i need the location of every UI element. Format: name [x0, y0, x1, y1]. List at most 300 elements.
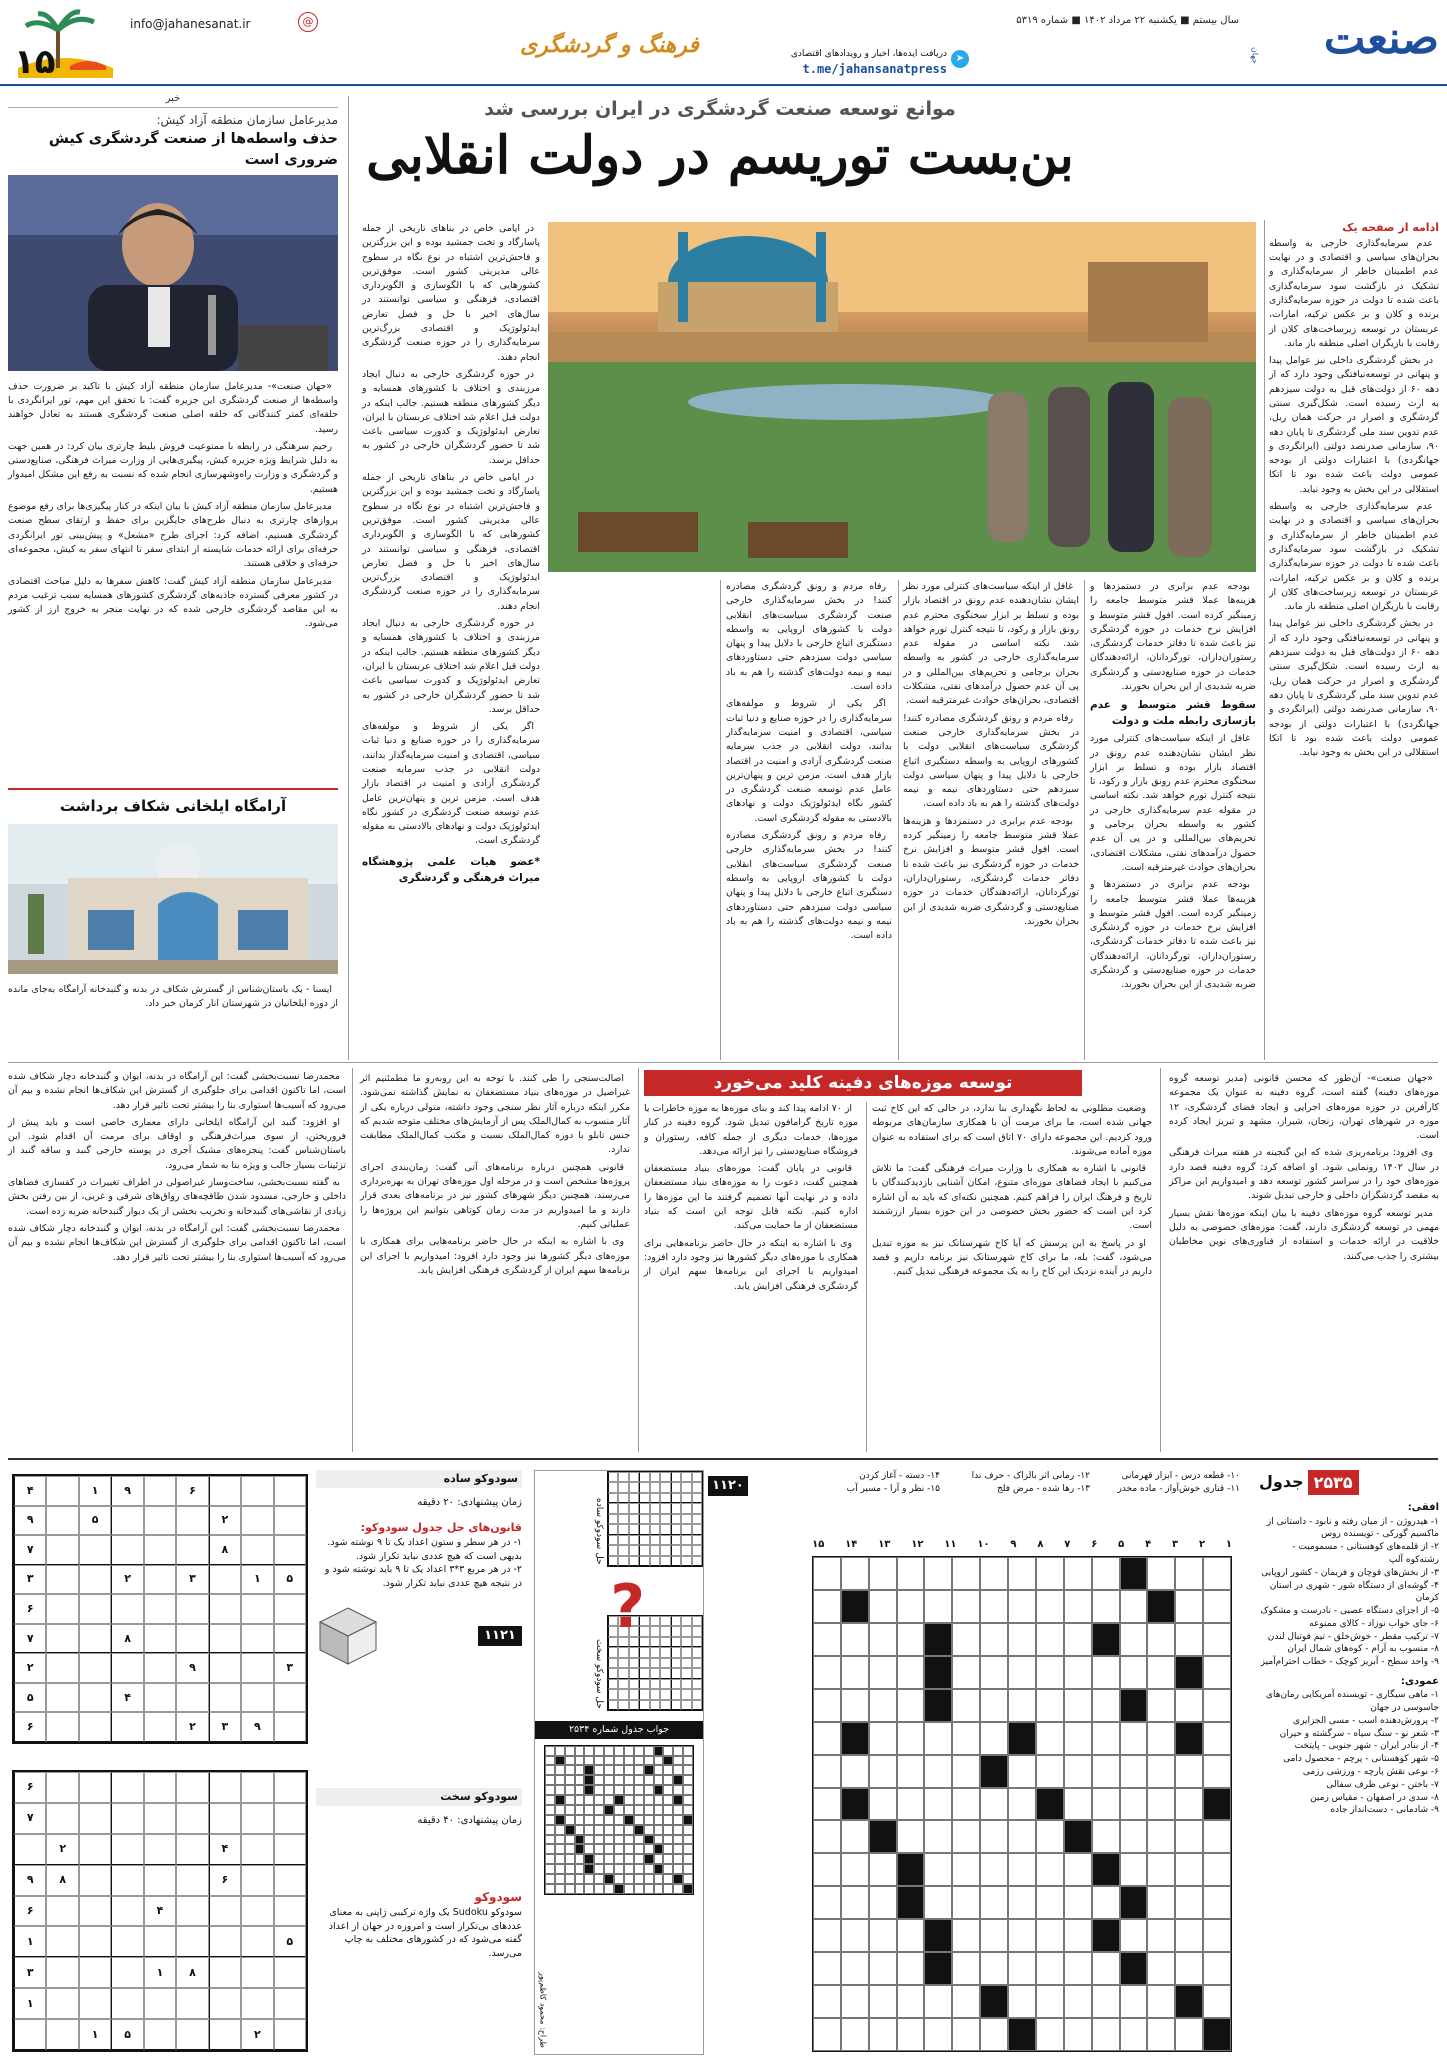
crossword-cell[interactable] — [1008, 1886, 1036, 1919]
sudoku-cell[interactable] — [274, 1624, 306, 1654]
sudoku-hard-grid[interactable] — [12, 1770, 308, 2052]
sudoku-cell[interactable] — [241, 1476, 273, 1506]
crossword-cell[interactable] — [1147, 1788, 1175, 1821]
sudoku-cell[interactable] — [14, 1834, 46, 1865]
crossword-cell[interactable] — [813, 1755, 841, 1788]
crossword-cell[interactable] — [897, 1985, 925, 2018]
crossword-cell[interactable] — [897, 1656, 925, 1689]
crossword-cell[interactable] — [952, 1557, 980, 1590]
crossword-cell[interactable] — [813, 1886, 841, 1919]
sudoku-cell[interactable] — [209, 1772, 241, 1803]
crossword-cell[interactable] — [1092, 1557, 1120, 1590]
crossword-cell[interactable] — [1147, 1623, 1175, 1656]
crossword-cell[interactable] — [952, 1656, 980, 1689]
sudoku-cell[interactable] — [241, 1803, 273, 1834]
sudoku-cell[interactable] — [46, 1476, 78, 1506]
crossword-cell[interactable] — [1147, 1557, 1175, 1590]
crossword-cell[interactable] — [1175, 1853, 1203, 1886]
sudoku-cell[interactable] — [144, 2019, 176, 2050]
crossword-cell[interactable] — [869, 1590, 897, 1623]
sudoku-cell[interactable] — [209, 2019, 241, 2050]
sudoku-cell[interactable] — [209, 1896, 241, 1927]
crossword-cell[interactable] — [952, 1623, 980, 1656]
sudoku-cell[interactable] — [274, 1896, 306, 1927]
crossword-cell[interactable] — [813, 1722, 841, 1755]
crossword-cell[interactable] — [924, 1755, 952, 1788]
sudoku-cell[interactable]: ۹ — [14, 1506, 46, 1536]
crossword-cell[interactable] — [1203, 1689, 1231, 1722]
sudoku-cell[interactable]: ۵ — [79, 1506, 111, 1536]
crossword-cell[interactable] — [1147, 1820, 1175, 1853]
crossword-cell[interactable] — [1092, 2018, 1120, 2051]
sudoku-cell[interactable] — [209, 1476, 241, 1506]
sudoku-cell[interactable] — [209, 1565, 241, 1595]
sudoku-cell[interactable] — [79, 1565, 111, 1595]
sudoku-easy-grid[interactable] — [12, 1474, 308, 1744]
crossword-cell[interactable] — [841, 1886, 869, 1919]
sudoku-cell[interactable] — [274, 1476, 306, 1506]
crossword-cell[interactable] — [897, 1788, 925, 1821]
sudoku-cell[interactable]: ۲ — [14, 1653, 46, 1683]
crossword-cell[interactable] — [1036, 1985, 1064, 2018]
sudoku-cell[interactable] — [241, 1988, 273, 2019]
crossword-cell[interactable] — [897, 1722, 925, 1755]
sudoku-cell[interactable]: ۹ — [176, 1653, 208, 1683]
crossword-cell[interactable] — [952, 1919, 980, 1952]
crossword-cell[interactable] — [869, 1722, 897, 1755]
sudoku-cell[interactable] — [241, 1506, 273, 1536]
crossword-cell[interactable] — [980, 1590, 1008, 1623]
crossword-cell[interactable] — [1092, 1788, 1120, 1821]
crossword-cell[interactable] — [897, 1590, 925, 1623]
crossword-cell[interactable] — [924, 2018, 952, 2051]
crossword-cell[interactable] — [1147, 1952, 1175, 1985]
crossword-cell[interactable] — [897, 1820, 925, 1853]
crossword-cell[interactable] — [1147, 2018, 1175, 2051]
sudoku-cell[interactable] — [144, 1834, 176, 1865]
crossword-cell[interactable] — [813, 1656, 841, 1689]
crossword-cell[interactable] — [1203, 1722, 1231, 1755]
crossword-cell[interactable] — [841, 1557, 869, 1590]
crossword-cell[interactable] — [1036, 1623, 1064, 1656]
sudoku-cell[interactable] — [176, 1803, 208, 1834]
crossword-cell[interactable] — [980, 1853, 1008, 1886]
sudoku-cell[interactable] — [111, 1653, 143, 1683]
telegram-block[interactable] — [767, 48, 965, 78]
crossword-cell[interactable] — [1203, 1623, 1231, 1656]
crossword-cell[interactable] — [897, 1623, 925, 1656]
crossword-cell[interactable] — [841, 1623, 869, 1656]
sudoku-cell[interactable] — [241, 1896, 273, 1927]
crossword-cell[interactable] — [1036, 1853, 1064, 1886]
sudoku-cell[interactable] — [46, 1896, 78, 1927]
sudoku-cell[interactable] — [46, 1624, 78, 1654]
crossword-cell[interactable] — [952, 1689, 980, 1722]
sudoku-cell[interactable] — [274, 1803, 306, 1834]
sudoku-cell[interactable] — [79, 1683, 111, 1713]
sudoku-cell[interactable] — [241, 1957, 273, 1988]
crossword-cell[interactable] — [1092, 1985, 1120, 2018]
crossword-cell[interactable] — [1036, 1689, 1064, 1722]
crossword-cell[interactable] — [952, 1722, 980, 1755]
sudoku-cell[interactable] — [274, 1772, 306, 1803]
sudoku-cell[interactable] — [144, 1865, 176, 1896]
crossword-cell[interactable] — [1036, 1557, 1064, 1590]
sudoku-cell[interactable] — [46, 1535, 78, 1565]
crossword-cell[interactable] — [1036, 1820, 1064, 1853]
crossword-cell[interactable] — [1008, 1853, 1036, 1886]
sudoku-cell[interactable] — [144, 1926, 176, 1957]
crossword-cell[interactable] — [1064, 1952, 1092, 1985]
crossword-cell[interactable] — [897, 1952, 925, 1985]
sudoku-cell[interactable]: ۶ — [209, 1865, 241, 1896]
crossword-cell[interactable] — [1120, 1590, 1148, 1623]
crossword-cell[interactable] — [980, 1722, 1008, 1755]
crossword-cell[interactable] — [980, 1886, 1008, 1919]
crossword-cell[interactable] — [952, 1853, 980, 1886]
crossword-cell[interactable] — [1175, 1623, 1203, 1656]
crossword-cell[interactable] — [980, 2018, 1008, 2051]
sudoku-cell[interactable]: ۷ — [14, 1535, 46, 1565]
sudoku-cell[interactable] — [111, 1957, 143, 1988]
crossword-cell[interactable] — [952, 1820, 980, 1853]
sudoku-cell[interactable] — [274, 1865, 306, 1896]
crossword-cell[interactable] — [1203, 1853, 1231, 1886]
crossword-cell[interactable] — [1064, 1689, 1092, 1722]
sudoku-cell[interactable] — [46, 1653, 78, 1683]
sudoku-cell[interactable] — [111, 1988, 143, 2019]
crossword-cell[interactable] — [1064, 1919, 1092, 1952]
sudoku-cell[interactable] — [241, 1834, 273, 1865]
crossword-cell[interactable] — [1120, 1722, 1148, 1755]
sudoku-cell[interactable]: ۱ — [79, 2019, 111, 2050]
sudoku-cell[interactable] — [144, 1594, 176, 1624]
crossword-cell[interactable] — [1008, 1656, 1036, 1689]
sudoku-cell[interactable]: ۱ — [144, 1957, 176, 1988]
sudoku-cell[interactable] — [209, 1594, 241, 1624]
sudoku-cell[interactable] — [274, 1834, 306, 1865]
sudoku-cell[interactable]: ۶ — [14, 1896, 46, 1927]
crossword-cell[interactable] — [1120, 1919, 1148, 1952]
sudoku-cell[interactable] — [46, 1803, 78, 1834]
sudoku-cell[interactable] — [144, 1565, 176, 1595]
crossword-cell[interactable] — [1120, 1985, 1148, 2018]
sudoku-cell[interactable] — [176, 2019, 208, 2050]
sudoku-cell[interactable]: ۱ — [14, 1988, 46, 2019]
sudoku-cell[interactable] — [111, 1865, 143, 1896]
crossword-cell[interactable] — [1175, 1788, 1203, 1821]
crossword-cell[interactable] — [980, 1689, 1008, 1722]
sudoku-cell[interactable] — [79, 1803, 111, 1834]
crossword-cell[interactable] — [897, 1919, 925, 1952]
sudoku-cell[interactable] — [46, 1926, 78, 1957]
sudoku-cell[interactable] — [144, 1653, 176, 1683]
sudoku-cell[interactable] — [79, 1834, 111, 1865]
sudoku-cell[interactable] — [274, 1957, 306, 1988]
sudoku-cell[interactable] — [176, 1865, 208, 1896]
crossword-cell[interactable] — [1120, 1788, 1148, 1821]
sudoku-cell[interactable]: ۳ — [14, 1957, 46, 1988]
crossword-cell[interactable] — [1147, 1985, 1175, 2018]
crossword-cell[interactable] — [952, 1788, 980, 1821]
sudoku-cell[interactable] — [209, 1926, 241, 1957]
sudoku-cell[interactable]: ۲ — [111, 1565, 143, 1595]
crossword-cell[interactable] — [813, 1820, 841, 1853]
sudoku-cell[interactable] — [176, 1834, 208, 1865]
crossword-grid[interactable] — [812, 1556, 1232, 2052]
crossword-cell[interactable] — [897, 1557, 925, 1590]
crossword-cell[interactable] — [924, 1788, 952, 1821]
sudoku-cell[interactable]: ۱ — [241, 1565, 273, 1595]
crossword-cell[interactable] — [1092, 1886, 1120, 1919]
crossword-cell[interactable] — [869, 1656, 897, 1689]
sudoku-cell[interactable] — [274, 1988, 306, 2019]
crossword-cell[interactable] — [1008, 1985, 1036, 2018]
sudoku-cell[interactable] — [111, 1594, 143, 1624]
sudoku-cell[interactable]: ۳ — [274, 1653, 306, 1683]
sudoku-cell[interactable] — [209, 1653, 241, 1683]
crossword-cell[interactable] — [1008, 1788, 1036, 1821]
sudoku-cell[interactable] — [111, 1506, 143, 1536]
sudoku-cell[interactable]: ۳ — [176, 1565, 208, 1595]
sudoku-cell[interactable]: ۸ — [111, 1624, 143, 1654]
crossword-cell[interactable] — [813, 1590, 841, 1623]
sudoku-cell[interactable] — [79, 1712, 111, 1742]
crossword-cell[interactable] — [813, 2018, 841, 2051]
crossword-cell[interactable] — [841, 1919, 869, 1952]
crossword-cell[interactable] — [1147, 1853, 1175, 1886]
sudoku-cell[interactable] — [241, 1865, 273, 1896]
crossword-cell[interactable] — [1120, 1820, 1148, 1853]
sudoku-cell[interactable] — [274, 2019, 306, 2050]
sudoku-cell[interactable] — [274, 1535, 306, 1565]
crossword-cell[interactable] — [1036, 1886, 1064, 1919]
crossword-cell[interactable] — [1064, 1755, 1092, 1788]
crossword-cell[interactable] — [841, 1689, 869, 1722]
sudoku-cell[interactable] — [274, 1712, 306, 1742]
sudoku-cell[interactable] — [46, 1594, 78, 1624]
sudoku-cell[interactable]: ۲ — [46, 1834, 78, 1865]
crossword-cell[interactable] — [869, 1755, 897, 1788]
crossword-cell[interactable] — [1175, 1952, 1203, 1985]
sudoku-cell[interactable] — [209, 1803, 241, 1834]
crossword-cell[interactable] — [1175, 1557, 1203, 1590]
crossword-cell[interactable] — [1064, 1623, 1092, 1656]
crossword-cell[interactable] — [980, 1788, 1008, 1821]
sudoku-cell[interactable]: ۸ — [176, 1957, 208, 1988]
crossword-cell[interactable] — [813, 1985, 841, 2018]
sudoku-cell[interactable] — [209, 1624, 241, 1654]
sudoku-cell[interactable]: ۵ — [111, 2019, 143, 2050]
crossword-cell[interactable] — [980, 1557, 1008, 1590]
sudoku-cell[interactable]: ۴ — [209, 1834, 241, 1865]
sudoku-cell[interactable] — [111, 1926, 143, 1957]
crossword-cell[interactable] — [813, 1623, 841, 1656]
sudoku-cell[interactable]: ۴ — [144, 1896, 176, 1927]
sudoku-cell[interactable] — [144, 1476, 176, 1506]
sudoku-cell[interactable] — [14, 2019, 46, 2050]
sudoku-cell[interactable]: ۴ — [14, 1476, 46, 1506]
crossword-cell[interactable] — [1147, 1755, 1175, 1788]
sudoku-cell[interactable] — [176, 1896, 208, 1927]
crossword-cell[interactable] — [869, 1557, 897, 1590]
crossword-cell[interactable] — [1036, 2018, 1064, 2051]
crossword-cell[interactable] — [1036, 1722, 1064, 1755]
sudoku-cell[interactable]: ۵ — [14, 1683, 46, 1713]
crossword-cell[interactable] — [1064, 2018, 1092, 2051]
sudoku-cell[interactable] — [79, 1896, 111, 1927]
crossword-cell[interactable] — [1008, 1952, 1036, 1985]
crossword-cell[interactable] — [897, 2018, 925, 2051]
sudoku-cell[interactable] — [241, 1624, 273, 1654]
sudoku-cell[interactable] — [176, 1772, 208, 1803]
crossword-cell[interactable] — [952, 1590, 980, 1623]
sudoku-cell[interactable] — [144, 1772, 176, 1803]
sudoku-cell[interactable]: ۸ — [46, 1865, 78, 1896]
crossword-cell[interactable] — [952, 1755, 980, 1788]
crossword-cell[interactable] — [1175, 1919, 1203, 1952]
sudoku-cell[interactable]: ۲ — [176, 1712, 208, 1742]
crossword-cell[interactable] — [1008, 1820, 1036, 1853]
crossword-cell[interactable] — [813, 1853, 841, 1886]
sudoku-cell[interactable] — [241, 1683, 273, 1713]
crossword-cell[interactable] — [924, 1853, 952, 1886]
sudoku-cell[interactable] — [144, 1712, 176, 1742]
sudoku-cell[interactable] — [241, 1772, 273, 1803]
sudoku-cell[interactable] — [46, 1683, 78, 1713]
sudoku-cell[interactable] — [46, 1772, 78, 1803]
crossword-cell[interactable] — [924, 1985, 952, 2018]
sudoku-cell[interactable] — [209, 1988, 241, 2019]
sudoku-cell[interactable] — [79, 1926, 111, 1957]
crossword-cell[interactable] — [952, 1952, 980, 1985]
crossword-cell[interactable] — [1008, 1689, 1036, 1722]
sudoku-cell[interactable] — [111, 1803, 143, 1834]
crossword-cell[interactable] — [1092, 1656, 1120, 1689]
crossword-cell[interactable] — [1092, 1689, 1120, 1722]
sudoku-cell[interactable] — [46, 1506, 78, 1536]
sudoku-cell[interactable] — [144, 1803, 176, 1834]
crossword-cell[interactable] — [1203, 1886, 1231, 1919]
sudoku-cell[interactable]: ۵ — [274, 1926, 306, 1957]
crossword-cell[interactable] — [1175, 1755, 1203, 1788]
crossword-cell[interactable] — [841, 1985, 869, 2018]
sudoku-cell[interactable]: ۲ — [209, 1506, 241, 1536]
crossword-cell[interactable] — [841, 2018, 869, 2051]
crossword-cell[interactable] — [1064, 1656, 1092, 1689]
crossword-cell[interactable] — [813, 1557, 841, 1590]
crossword-cell[interactable] — [869, 1952, 897, 1985]
sudoku-cell[interactable]: ۳ — [14, 1565, 46, 1595]
crossword-cell[interactable] — [1203, 1590, 1231, 1623]
sudoku-cell[interactable] — [144, 1624, 176, 1654]
crossword-cell[interactable] — [869, 1788, 897, 1821]
sudoku-cell[interactable]: ۷ — [14, 1624, 46, 1654]
sudoku-cell[interactable] — [46, 1565, 78, 1595]
crossword-cell[interactable] — [813, 1952, 841, 1985]
crossword-cell[interactable] — [813, 1788, 841, 1821]
sudoku-cell[interactable] — [176, 1683, 208, 1713]
crossword-cell[interactable] — [1008, 1557, 1036, 1590]
crossword-cell[interactable] — [841, 1755, 869, 1788]
crossword-cell[interactable] — [1036, 1919, 1064, 1952]
sudoku-cell[interactable]: ۵ — [274, 1565, 306, 1595]
crossword-cell[interactable] — [897, 1689, 925, 1722]
sudoku-cell[interactable] — [176, 1926, 208, 1957]
sudoku-cell[interactable] — [79, 1594, 111, 1624]
sudoku-cell[interactable] — [176, 1594, 208, 1624]
crossword-cell[interactable] — [869, 1689, 897, 1722]
sudoku-cell[interactable] — [79, 1772, 111, 1803]
sudoku-cell[interactable] — [274, 1594, 306, 1624]
sudoku-cell[interactable]: ۱ — [79, 1476, 111, 1506]
crossword-cell[interactable] — [869, 1886, 897, 1919]
crossword-cell[interactable] — [980, 1656, 1008, 1689]
crossword-cell[interactable] — [952, 2018, 980, 2051]
sudoku-cell[interactable] — [79, 1988, 111, 2019]
crossword-cell[interactable] — [1175, 1820, 1203, 1853]
crossword-cell[interactable] — [952, 1985, 980, 2018]
crossword-cell[interactable] — [1092, 1755, 1120, 1788]
sudoku-cell[interactable]: ۳ — [209, 1712, 241, 1742]
sudoku-cell[interactable] — [111, 1535, 143, 1565]
sudoku-cell[interactable] — [241, 1926, 273, 1957]
crossword-cell[interactable] — [924, 1886, 952, 1919]
sudoku-cell[interactable] — [274, 1683, 306, 1713]
crossword-cell[interactable] — [1120, 2018, 1148, 2051]
sudoku-cell[interactable] — [241, 1594, 273, 1624]
crossword-cell[interactable] — [1008, 1623, 1036, 1656]
crossword-cell[interactable] — [980, 1623, 1008, 1656]
crossword-cell[interactable] — [1203, 1755, 1231, 1788]
crossword-cell[interactable] — [924, 1722, 952, 1755]
crossword-cell[interactable] — [1092, 1952, 1120, 1985]
sudoku-cell[interactable]: ۹ — [241, 1712, 273, 1742]
telegram-url[interactable]: t.me/jahansanatpress — [802, 62, 947, 77]
crossword-cell[interactable] — [897, 1755, 925, 1788]
sudoku-cell[interactable] — [209, 1683, 241, 1713]
crossword-cell[interactable] — [813, 1919, 841, 1952]
crossword-cell[interactable] — [1064, 1590, 1092, 1623]
sudoku-cell[interactable] — [176, 1624, 208, 1654]
sudoku-cell[interactable] — [144, 1506, 176, 1536]
sudoku-cell[interactable]: ۱ — [14, 1926, 46, 1957]
crossword-cell[interactable] — [1203, 1985, 1231, 2018]
crossword-cell[interactable] — [1147, 1919, 1175, 1952]
sudoku-cell[interactable] — [46, 1988, 78, 2019]
sudoku-cell[interactable] — [111, 1772, 143, 1803]
crossword-cell[interactable] — [1036, 1952, 1064, 1985]
sudoku-cell[interactable]: ۶ — [14, 1594, 46, 1624]
crossword-cell[interactable] — [869, 1985, 897, 2018]
sudoku-cell[interactable]: ۹ — [14, 1865, 46, 1896]
sudoku-cell[interactable] — [241, 1653, 273, 1683]
crossword-cell[interactable] — [1120, 1853, 1148, 1886]
crossword-cell[interactable] — [813, 1689, 841, 1722]
crossword-cell[interactable] — [1120, 1623, 1148, 1656]
crossword-cell[interactable] — [1203, 1656, 1231, 1689]
sudoku-cell[interactable] — [79, 1535, 111, 1565]
sudoku-cell[interactable] — [46, 1957, 78, 1988]
crossword-cell[interactable] — [1175, 1886, 1203, 1919]
crossword-cell[interactable] — [1008, 1919, 1036, 1952]
crossword-cell[interactable] — [1203, 1557, 1231, 1590]
crossword-cell[interactable] — [1064, 1557, 1092, 1590]
crossword-cell[interactable] — [1175, 1590, 1203, 1623]
sudoku-cell[interactable] — [79, 1624, 111, 1654]
crossword-cell[interactable] — [1203, 1919, 1231, 1952]
sudoku-cell[interactable] — [144, 1535, 176, 1565]
